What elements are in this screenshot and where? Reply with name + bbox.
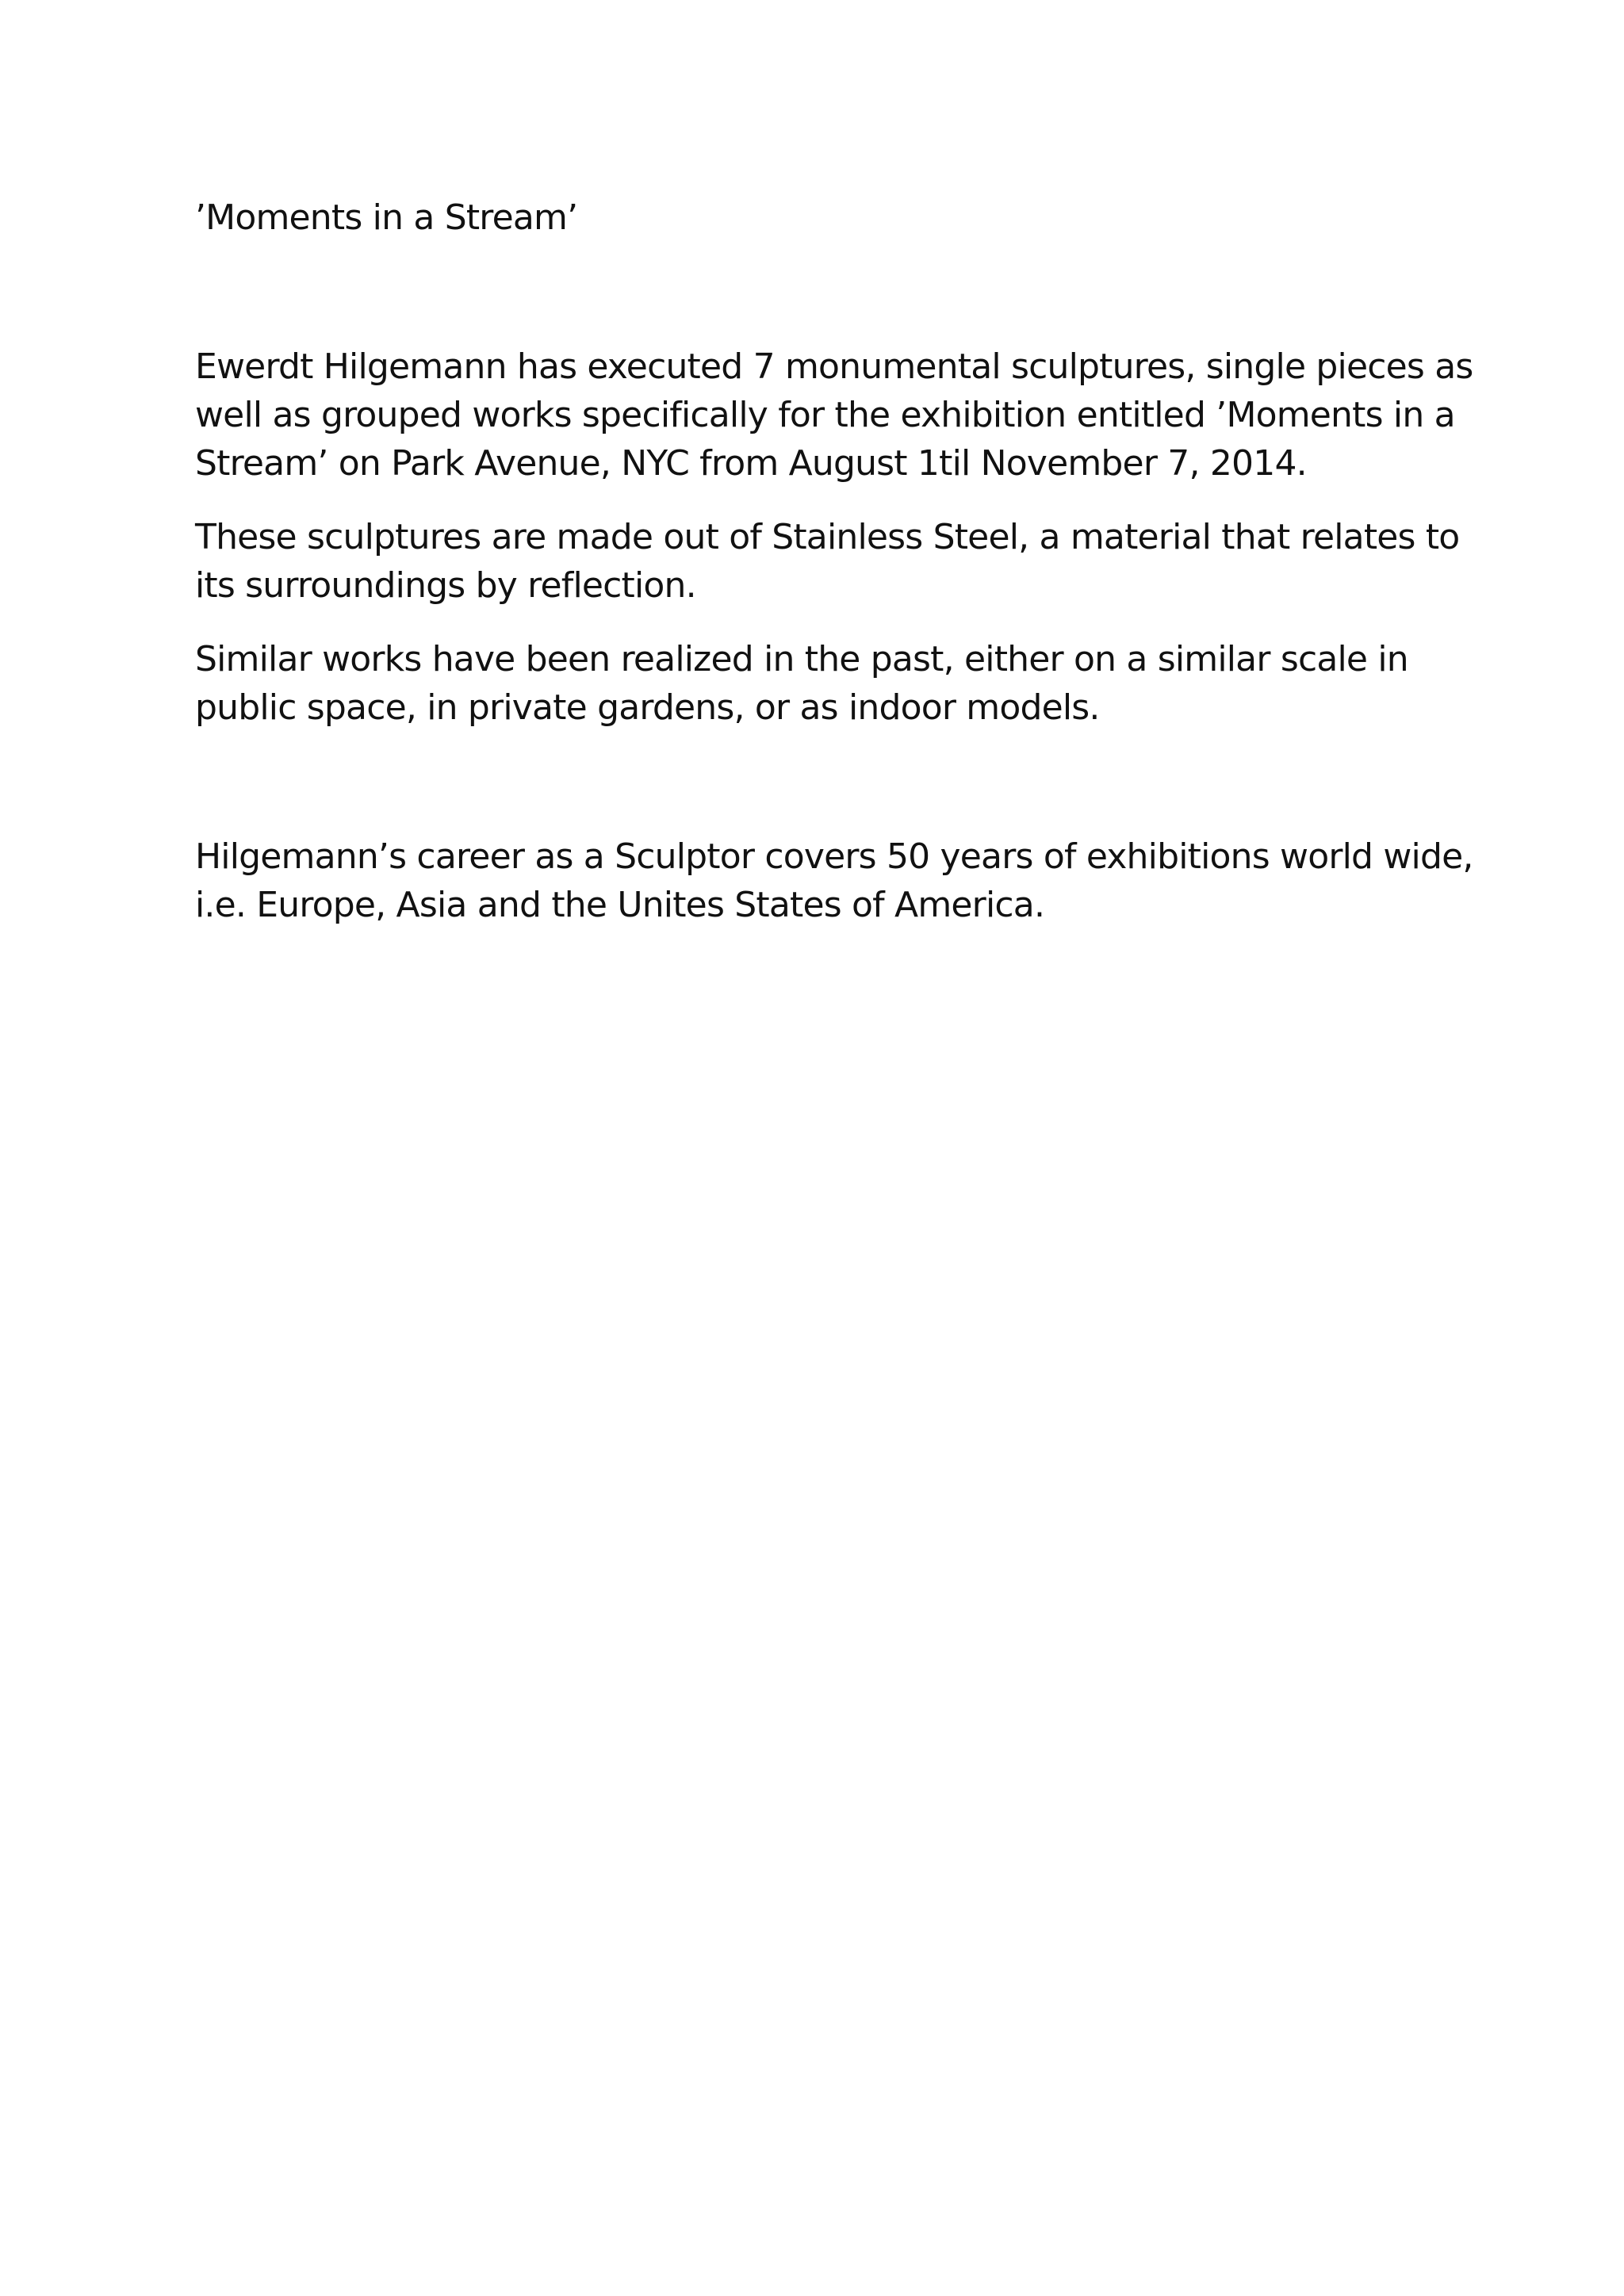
paragraph-material: These sculptures are made out of Stainless Steel, a material that relates to its surroundings by reflection.: [195, 517, 1460, 606]
paragraph-exhibition: Ewerdt Hilgemann has executed 7 monumental sculptures, single pieces as well as grouped works specifically for the exhibition entitled ’Moments in a Stream’ on Park Avenue, NYC from August 1til November 7, 2014.: [195, 346, 1473, 484]
paragraph-career: Hilgemann’s career as a Sculptor covers 50 years of exhibitions world wide, i.e. Europe, Asia and the Unites States of America.: [195, 836, 1473, 925]
document-title: ’Moments in a Stream’: [195, 197, 578, 238]
document-body: [195, 193, 1480, 929]
paragraph-similar-works: Similar works have been realized in the past, either on a similar scale in public space, in private gardens, or as indoor models.: [195, 639, 1408, 728]
